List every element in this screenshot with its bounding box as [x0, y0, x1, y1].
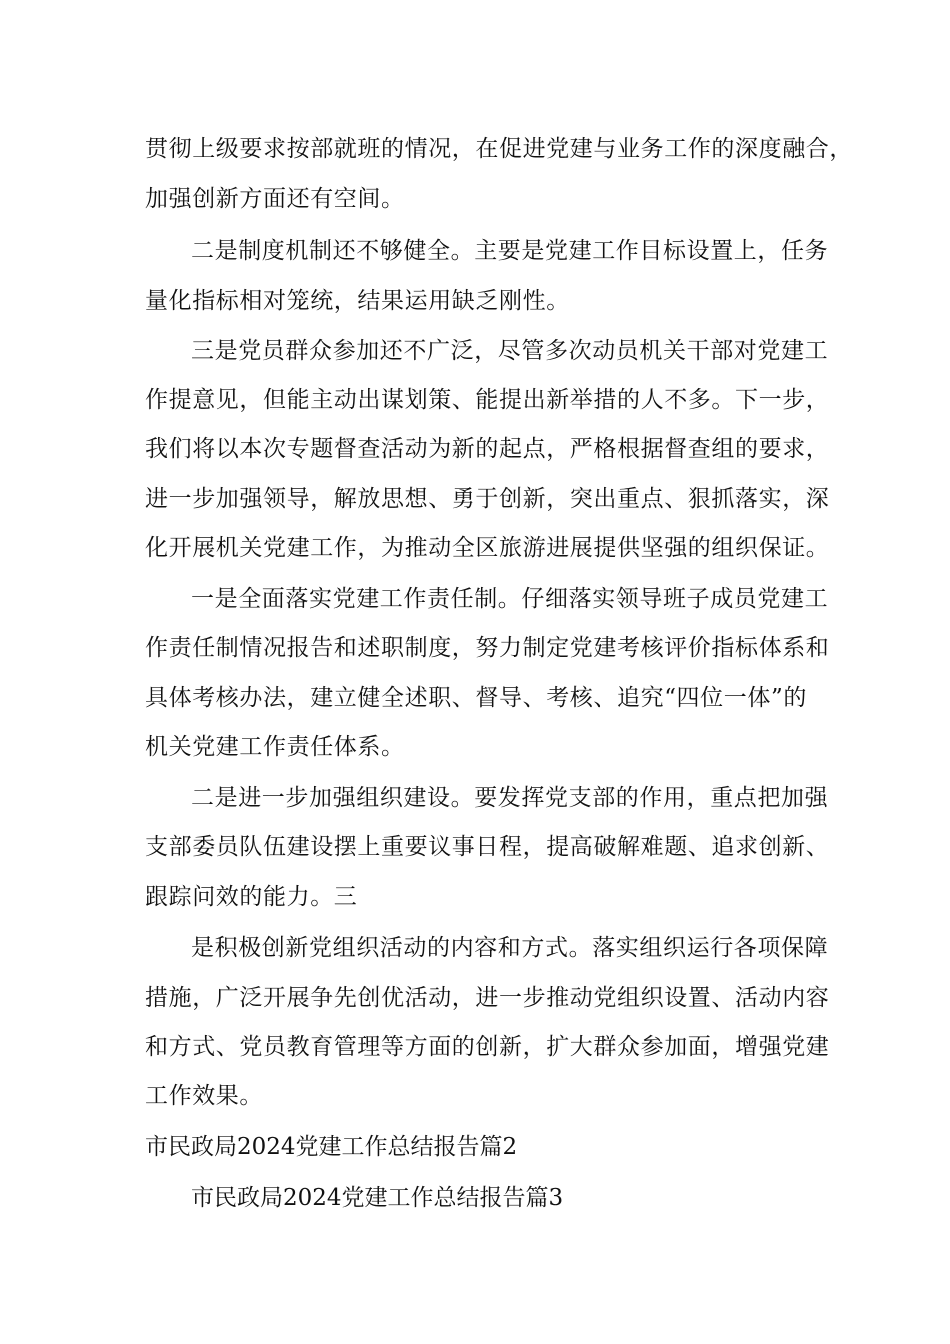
body-text-line: 加强创新方面还有空间。 [145, 186, 405, 212]
paragraph-first-line: 二是进一步加强组织建设。要发挥党支部的作用，重点把加强 [191, 785, 829, 811]
body-text-line: 我们将以本次专题督查活动为新的起点，严格根据督查组的要求， [145, 436, 830, 462]
body-text-line: 贯彻上级要求按部就班的情况，在促进党建与业务工作的深度融合， [145, 136, 853, 162]
section-heading-2: 市民政局2024党建工作总结报告篇2 [145, 1134, 518, 1160]
body-text-line: 措施，广泛开展争先创优活动，进一步推动党组织设置、活动内容 [145, 985, 830, 1011]
body-text-line: 工作效果。 [145, 1083, 263, 1109]
body-text-line: 化开展机关党建工作，为推动全区旅游进展提供坚强的组织保证。 [145, 535, 830, 561]
section-heading-3: 市民政局2024党建工作总结报告篇3 [191, 1185, 564, 1211]
body-text-line: 支部委员队伍建设摆上重要议事日程，提高破解难题、追求创新、 [145, 834, 830, 860]
paragraph-first-line: 是积极创新党组织活动的内容和方式。落实组织运行各项保障 [191, 935, 829, 961]
body-text-line: 跟踪问效的能力。三 [145, 884, 358, 910]
body-text-line: 作责任制情况报告和述职制度，努力制定党建考核评价指标体系和 [145, 635, 830, 661]
paragraph-first-line: 三是党员群众参加还不广泛，尽管多次动员机关干部对党建工 [191, 338, 829, 364]
body-text-line: 机关党建工作责任体系。 [145, 734, 405, 760]
body-text-line: 量化指标相对笼统，结果运用缺乏刚性。 [145, 288, 570, 314]
body-text-line: 和方式、党员教育管理等方面的创新，扩大群众参加面，增强党建 [145, 1034, 830, 1060]
body-text-line: 作提意见，但能主动出谋划策、能提出新举措的人不多。下一步， [145, 387, 830, 413]
body-text-line: 进一步加强领导，解放思想、勇于创新，突出重点、狠抓落实，深 [145, 486, 830, 512]
paragraph-first-line: 一是全面落实党建工作责任制。仔细落实领导班子成员党建工 [191, 586, 829, 612]
paragraph-first-line: 二是制度机制还不够健全。主要是党建工作目标设置上，任务 [191, 238, 829, 264]
body-text-line: 具体考核办法，建立健全述职、督导、考核、追究“四位一体”的 [145, 685, 807, 711]
